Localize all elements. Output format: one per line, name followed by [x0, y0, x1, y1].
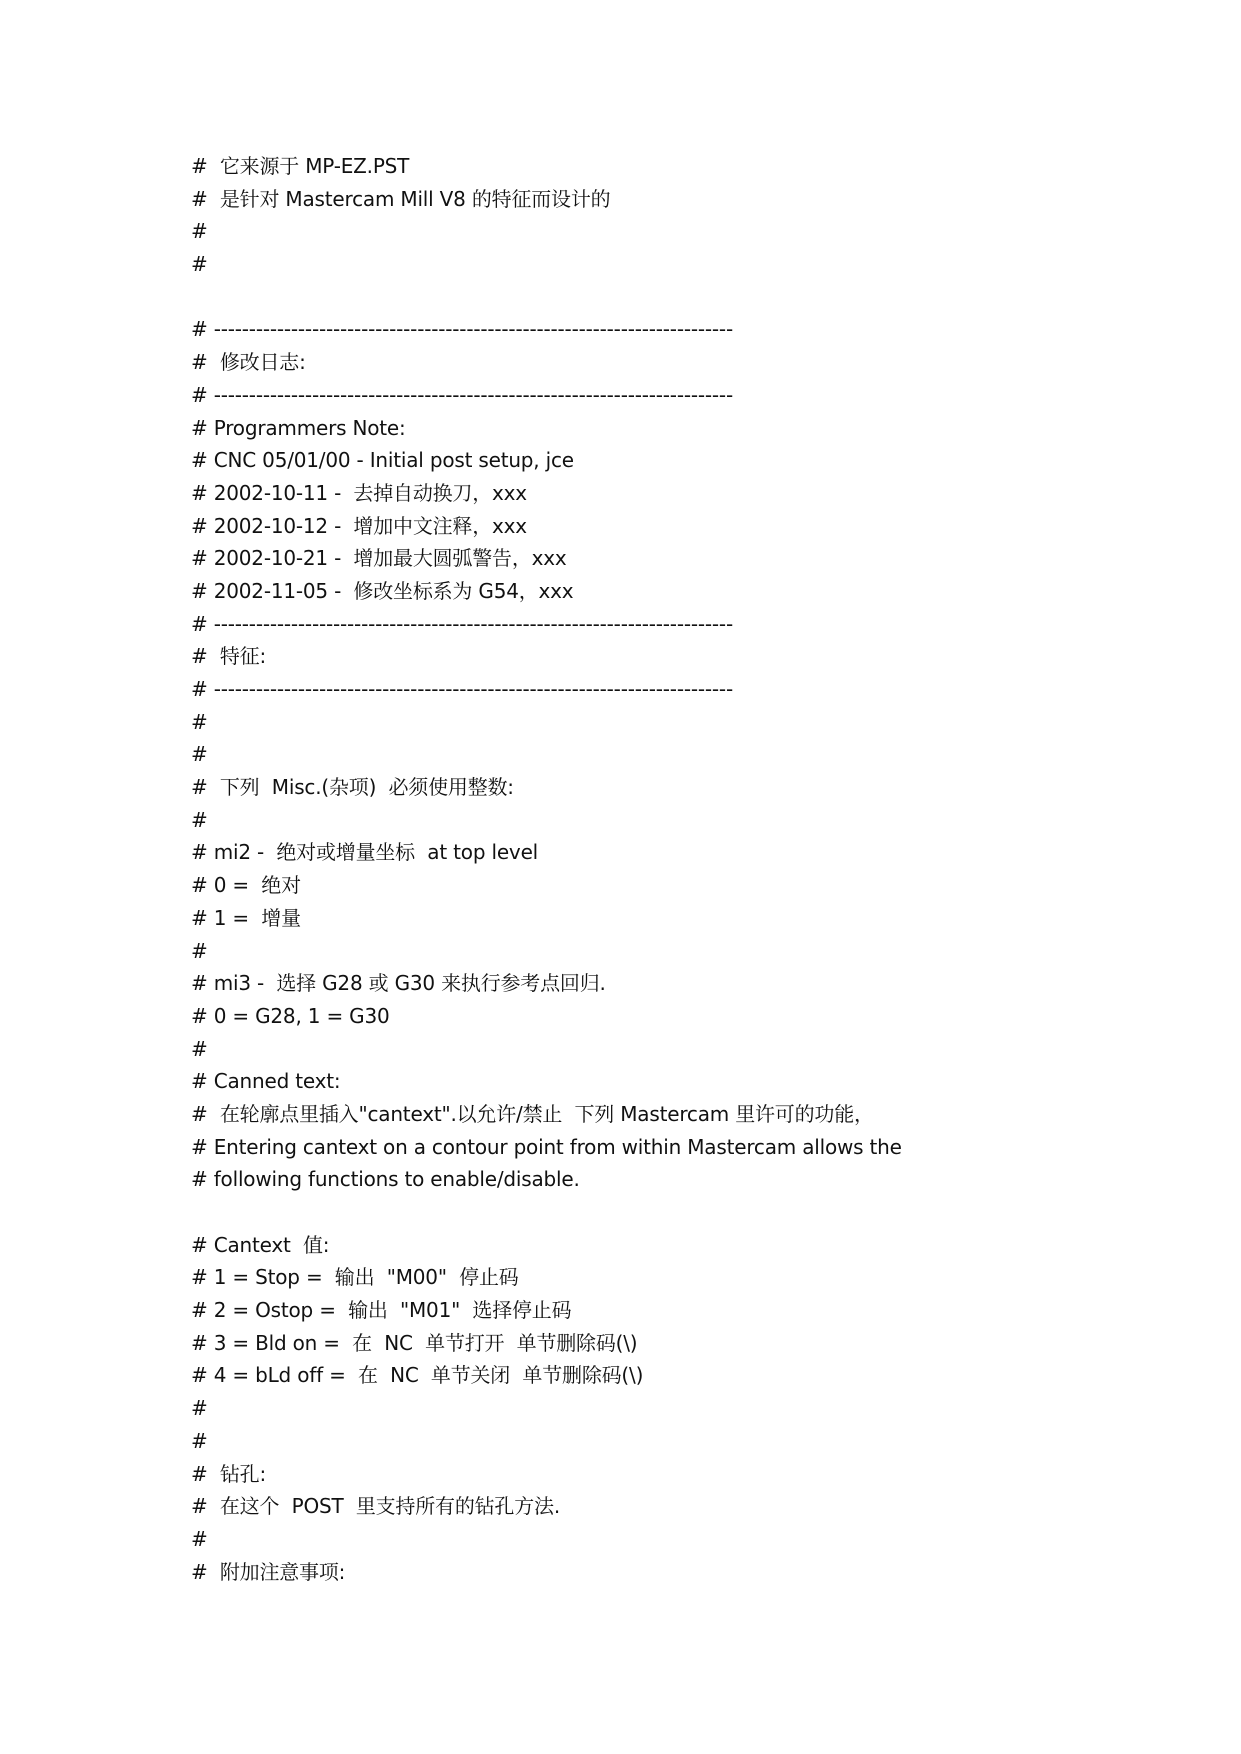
text-line: # 1 = 增量: [191, 905, 301, 930]
text-line: #: [191, 1428, 208, 1453]
blank-line: [191, 1196, 1191, 1229]
text-line: # 4 = bLd off = 在 NC 单节关闭 单节删除码(\): [191, 1363, 644, 1388]
divider-line: # --------------------------------------------------------------------------: [191, 317, 733, 342]
text-line: #: [191, 709, 208, 734]
text-line: # 它来源于 MP-EZ.PST: [191, 154, 410, 178]
text-line: #: [191, 252, 208, 277]
divider-line: # --------------------------------------------------------------------------: [191, 382, 733, 407]
changelog-entry: # 2002-11-05 - 修改坐标系为 G54，xxx: [191, 578, 574, 603]
text-line: # 1 = Stop = 输出 "M00" 停止码: [191, 1265, 519, 1290]
divider-line: # --------------------------------------------------------------------------: [191, 611, 733, 636]
changelog-entry: # 2002-10-21 - 增加最大圆弧警告，xxx: [191, 546, 567, 571]
text-line: #: [191, 807, 208, 832]
section-heading: # 钻孔:: [191, 1461, 267, 1486]
text-line: # 0 = 绝对: [191, 873, 301, 898]
text-line: # 下列 Misc.(杂项) 必须使用整数:: [191, 775, 514, 800]
changelog-entry: # CNC 05/01/00 - Initial post setup, jce: [191, 448, 574, 473]
text-line: #: [191, 1036, 208, 1061]
text-line: # 3 = Bld on = 在 NC 单节打开 单节删除码(\): [191, 1330, 638, 1355]
text-line: # Entering cantext on a contour point from within Mastercam allows the: [191, 1134, 902, 1159]
section-heading: # 修改日志:: [191, 350, 306, 375]
divider-line: # --------------------------------------------------------------------------: [191, 677, 733, 701]
text-line: # 在这个 POST 里支持所有的钻孔方法.: [191, 1494, 560, 1519]
document-text: [191, 150, 1191, 1588]
text-line: # 0 = G28, 1 = G30: [191, 1003, 390, 1028]
text-line: # Canned text:: [191, 1069, 341, 1094]
section-heading: # 附加注意事项:: [191, 1559, 346, 1584]
changelog-entry: # 2002-10-11 - 去掉自动换刀，xxx: [191, 480, 527, 505]
text-line: # 是针对 Mastercam Mill V8 的特征而设计的: [191, 186, 611, 211]
section-heading: # 特征:: [191, 644, 267, 669]
text-line: #: [191, 1396, 208, 1421]
text-line: # 2 = Ostop = 输出 "M01" 选择停止码: [191, 1298, 572, 1323]
text-line: #: [191, 938, 208, 963]
text-line: # following functions to enable/disable.: [191, 1167, 580, 1192]
text-line: # mi3 - 选择 G28 或 G30 来执行参考点回归.: [191, 971, 606, 996]
text-line: # Cantext 值:: [191, 1232, 330, 1257]
text-line: #: [191, 219, 208, 244]
blank-line: [191, 281, 1191, 314]
text-line: #: [191, 742, 208, 767]
text-line: # 在轮廓点里插入"cantext".以允许/禁止 下列 Mastercam 里许可的功能，: [191, 1101, 874, 1126]
text-line: #: [191, 1526, 208, 1551]
changelog-entry: # 2002-10-12 - 增加中文注释，xxx: [191, 513, 527, 538]
text-line: # mi2 - 绝对或增量坐标 at top level: [191, 840, 539, 865]
text-line: # Programmers Note:: [191, 415, 406, 440]
